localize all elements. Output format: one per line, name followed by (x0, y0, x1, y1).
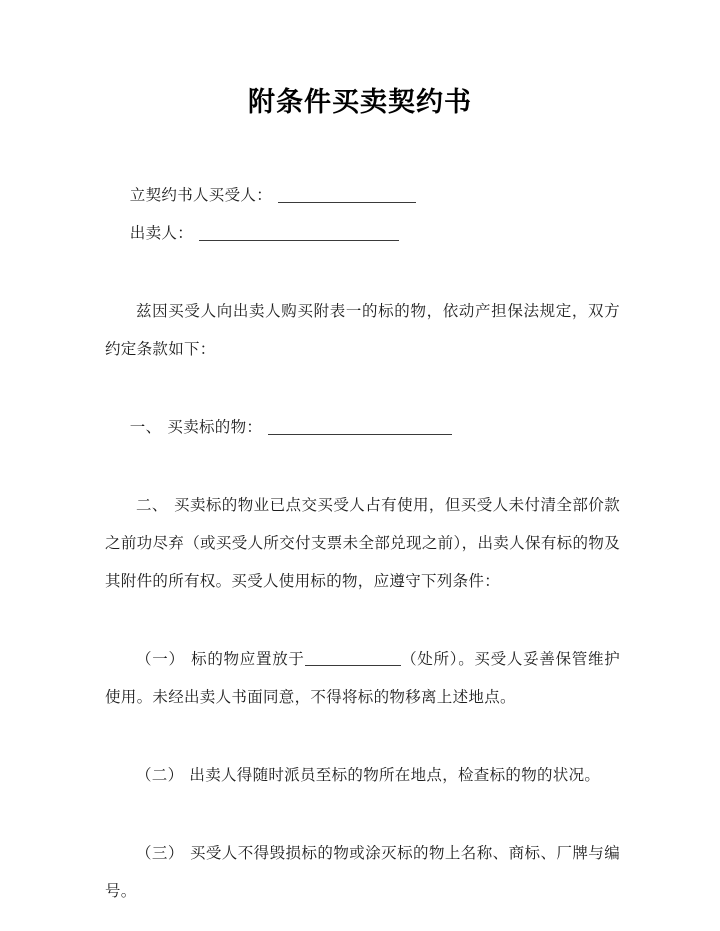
sub-1-text-after: （处所）。买受人妥善保管维护使用。未经出卖人书面同意，不得将标的物移离上述地点。 (105, 650, 621, 706)
sub-1-number: （一） (136, 650, 185, 668)
sub-2-text: 出卖人得随时派员至标的物所在地点，检查标的物的状况。 (189, 766, 601, 784)
spacer (105, 252, 620, 292)
buyer-label: 立契约书人买受人： (129, 186, 272, 204)
article-2-sub-1 (105, 640, 620, 716)
sub-2-number: （二） (136, 766, 184, 784)
seller-blank-field[interactable] (199, 226, 399, 241)
spacer (105, 716, 620, 756)
article-1-blank-field[interactable] (268, 420, 452, 435)
spacer (105, 794, 620, 834)
sub-3-number: （三） (136, 844, 184, 862)
article-2-sub-3 (105, 834, 620, 910)
article-1-number: 一、 (129, 418, 162, 436)
sub-1-text-before: 标的物应置放于 (190, 650, 305, 668)
preamble-paragraph: 兹因买受人向出卖人购买附表一的标的物，依动产担保法规定，双方约定条款如下： (105, 302, 620, 358)
spacer (105, 600, 620, 640)
sub-3-text: 买受人不得毁损标的物或涂灭标的物上名称、商标、厂牌与编号。 (105, 844, 621, 900)
article-2-sub-2 (105, 756, 620, 794)
buyer-blank-field[interactable] (278, 188, 416, 203)
article-2-number: 二、 (136, 496, 168, 514)
spacer (105, 368, 620, 408)
article-1-label: 买卖标的物： (167, 418, 263, 436)
article-2 (105, 486, 620, 600)
seller-label: 出卖人： (129, 224, 193, 242)
page-title: 附条件买卖契约书 (248, 87, 472, 118)
sub-1-blank-field[interactable] (305, 651, 401, 666)
seller-line (105, 214, 620, 252)
article-2-text: 买卖标的物业已点交买受人占有使用，但买受人未付清全部价款之前功尽弃（或买受人所交付支票未全部兑现之前），出卖人保有标的物及其附件的所有权。买受人使用标的物，应遵守下列条件： (105, 496, 620, 590)
article-1 (105, 408, 620, 446)
spacer (105, 446, 620, 486)
buyer-line (105, 176, 620, 214)
document-body (105, 176, 620, 910)
